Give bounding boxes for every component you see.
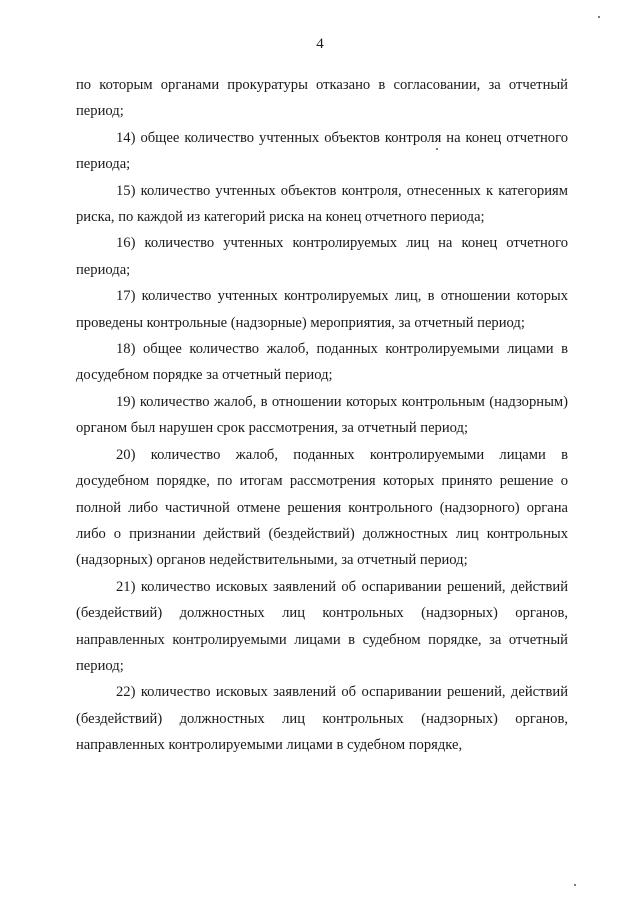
scan-speck xyxy=(574,884,576,886)
scan-speck xyxy=(436,148,438,150)
page-number: 4 xyxy=(316,36,324,52)
paragraph-21: 21) количество исковых заявлений об оспаривании решений, действий (бездействий) должностных лиц контрольных (надзорных) органов, направленных контролируемыми лицами в судебном порядке, за отчетный период; xyxy=(76,578,568,674)
paragraph-16: 16) количество учтенных контролируемых лиц на конец отчетного периода; xyxy=(76,235,568,278)
paragraph-15: 15) количество учтенных объектов контроля, отнесенных к категориям риска, по каждой из категорий риска на конец отчетного периода; xyxy=(76,182,568,226)
paragraph-19: 19) количество жалоб, в отношении которых контрольным (надзорным) органом был нарушен срок рассмотрения, за отчетный период; xyxy=(76,393,568,437)
paragraph-22: 22) количество исковых заявлений об оспаривании решений, действий (бездействий) должностных лиц контрольных (надзорных) органов, направленных контролируемыми лицами в судебном порядке, xyxy=(76,684,568,754)
paragraph-14: 14) общее количество учтенных объектов контроля на конец отчетного периода; xyxy=(76,129,568,173)
body-text xyxy=(76,72,568,759)
scan-speck xyxy=(598,16,600,18)
paragraph-17: 17) количество учтенных контролируемых лиц, в отношении которых проведены контрольные (надзорные) мероприятия, за отчетный период; xyxy=(76,288,568,331)
paragraph-20: 20) количество жалоб, поданных контролируемыми лицами в досудебном порядке, по итогам рассмотрения которых принято решение о полной либо частичной отмене решения контрольного (надзорного) органа либо о признании действий (бездействий) должностных лиц контрольных (надзорных) органов недействительными, за отчетный период; xyxy=(76,446,568,569)
paragraph-13-continuation: по которым органами прокуратуры отказано в согласовании, за отчетный период; xyxy=(76,77,568,120)
paragraph-18: 18) общее количество жалоб, поданных контролируемыми лицами в досудебном порядке за отчетный период; xyxy=(76,341,568,384)
